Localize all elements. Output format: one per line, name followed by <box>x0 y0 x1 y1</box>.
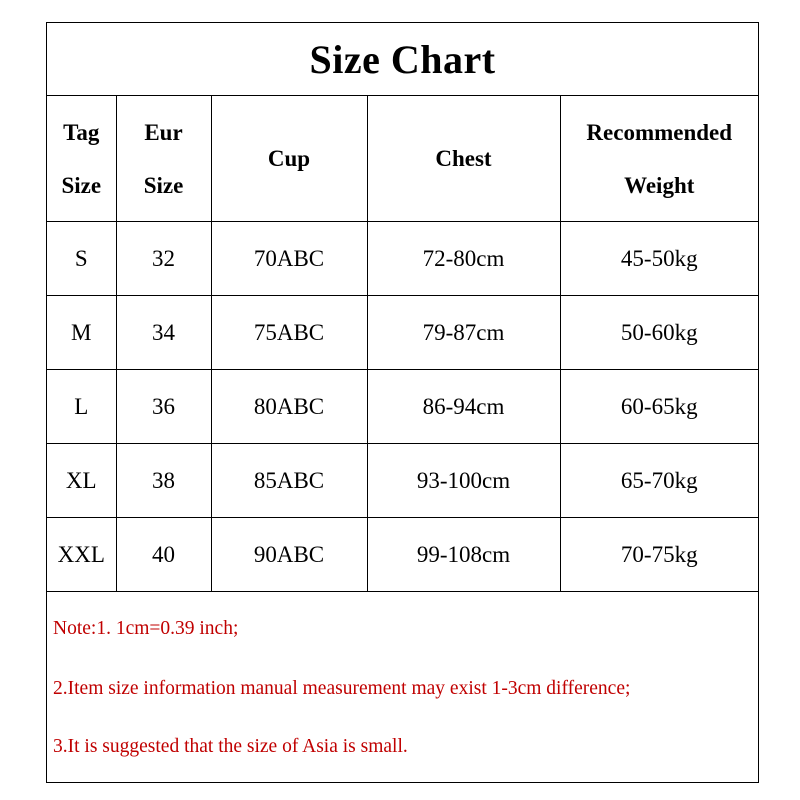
table-row <box>47 518 758 592</box>
title-row <box>47 23 758 96</box>
cell-cup: 90ABC <box>211 518 367 592</box>
size-chart-frame <box>46 22 759 783</box>
cell-eur-size: 40 <box>116 518 211 592</box>
header-label: Chest <box>435 146 492 171</box>
size-table <box>47 96 758 592</box>
cell-tag-size: M <box>47 296 116 370</box>
cell-cup: 80ABC <box>211 370 367 444</box>
note-line: Note:1. 1cm=0.39 inch; <box>53 618 239 639</box>
header-tag-size <box>47 96 116 222</box>
cell-eur-size: 38 <box>116 444 211 518</box>
table-row <box>47 296 758 370</box>
header-label: Size <box>61 172 102 198</box>
header-chest <box>367 96 560 222</box>
cell-cup: 70ABC <box>211 222 367 296</box>
header-eur-size <box>116 96 211 222</box>
table-row <box>47 444 758 518</box>
header-label: Cup <box>267 146 311 171</box>
header-recommended-weight <box>560 96 758 222</box>
header-label: Recommended <box>586 119 733 145</box>
cell-chest: 86-94cm <box>367 370 560 444</box>
cell-chest: 72-80cm <box>367 222 560 296</box>
cell-tag-size: XL <box>47 444 116 518</box>
cell-cup: 85ABC <box>211 444 367 518</box>
header-label: Eur <box>144 119 183 145</box>
table-header-row <box>47 96 758 222</box>
cell-chest: 79-87cm <box>367 296 560 370</box>
cell-weight: 65-70kg <box>560 444 758 518</box>
header-label: Size <box>143 172 184 198</box>
cell-tag-size: L <box>47 370 116 444</box>
cell-chest: 93-100cm <box>367 444 560 518</box>
note-line: 3.It is suggested that the size of Asia is small. <box>53 736 408 757</box>
table-row <box>47 222 758 296</box>
cell-eur-size: 32 <box>116 222 211 296</box>
cell-eur-size: 34 <box>116 296 211 370</box>
cell-cup: 75ABC <box>211 296 367 370</box>
cell-eur-size: 36 <box>116 370 211 444</box>
header-cup <box>211 96 367 222</box>
header-label: Tag <box>63 119 100 145</box>
cell-tag-size: XXL <box>47 518 116 592</box>
cell-weight: 60-65kg <box>560 370 758 444</box>
cell-tag-size: S <box>47 222 116 296</box>
note-line: 2.Item size information manual measurement may exist 1-3cm difference; <box>53 678 631 699</box>
cell-chest: 99-108cm <box>367 518 560 592</box>
header-label: Weight <box>624 172 695 198</box>
cell-weight: 45-50kg <box>560 222 758 296</box>
notes-section <box>47 590 758 782</box>
cell-weight: 70-75kg <box>560 518 758 592</box>
cell-weight: 50-60kg <box>560 296 758 370</box>
table-row <box>47 370 758 444</box>
page-title: Size Chart <box>309 36 496 82</box>
